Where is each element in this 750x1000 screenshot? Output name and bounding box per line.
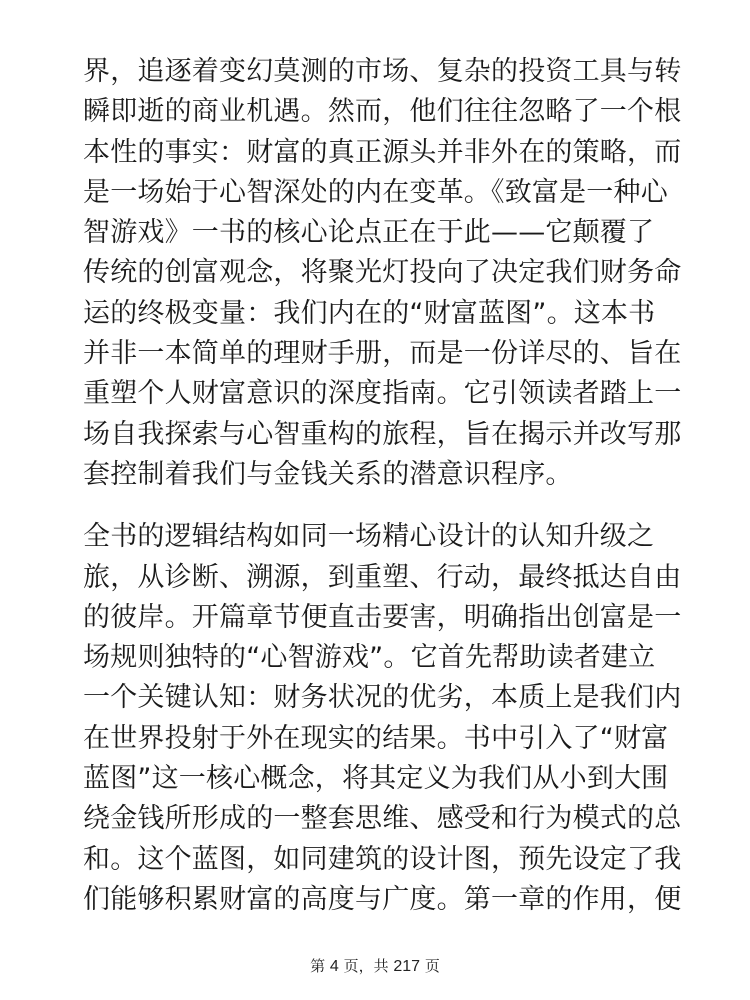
text-line: 界，追逐着变幻莫测的市场、复杂的投资工具与转 <box>83 56 682 87</box>
text-line: 重塑个人财富意识的深度指南。它引领读者踏上一 <box>83 378 682 410</box>
text-line: 绕金钱所形成的一整套思维、感受和行为模式的总 <box>83 803 682 835</box>
text-line: 旅，从诊断、溯源，到重塑、行动，最终抵达自由 <box>83 561 682 593</box>
paragraph-1 <box>83 52 682 495</box>
paragraph-spacer <box>83 495 673 517</box>
footer-suffix: 页 <box>420 957 440 975</box>
paragraph-2 <box>83 517 682 920</box>
text-line: 是一场始于心智深处的内在变革。《致富是一种心 <box>83 176 668 208</box>
text-line: 套控制着我们与金钱关系的潜意识程序。 <box>83 458 573 490</box>
text-line: 场自我探索与心智重构的旅程，旨在揭示并改写那 <box>83 418 682 450</box>
footer-middle: 页，共 <box>338 957 394 975</box>
text-line: 瞬即逝的商业机遇。然而，他们往往忽略了一个根 <box>83 96 682 128</box>
text-line: 一个关键认知：财务状况的优劣，本质上是我们内 <box>83 682 682 714</box>
total-pages-number: 217 <box>393 958 421 975</box>
text-line: 场规则独特的“心智游戏”。它首先帮助读者建立 <box>83 642 656 674</box>
text-line: 们能够积累财富的高度与广度。第一章的作用，便 <box>83 883 682 915</box>
text-line: 并非一本简单的理财手册，而是一份详尽的、旨在 <box>83 338 682 370</box>
text-line: 本性的事实：财富的真正源头并非外在的策略，而 <box>83 136 682 168</box>
text-line: 运的终极变量：我们内在的“财富蓝图”。这本书 <box>83 297 656 329</box>
text-line: 和。这个蓝图，如同建筑的设计图，预先设定了我 <box>83 843 682 875</box>
page-footer <box>0 955 750 976</box>
text-line: 蓝图”这一核心概念，将其定义为我们从小到大围 <box>83 763 669 795</box>
footer-prefix: 第 <box>310 957 330 975</box>
current-page-number: 4 <box>329 958 339 975</box>
body-text <box>83 52 682 920</box>
text-line: 的彼岸。开篇章节便直击要害，明确指出创富是一 <box>83 601 682 633</box>
text-line: 全书的逻辑结构如同一场精心设计的认知升级之 <box>83 521 655 553</box>
text-line: 智游戏》一书的核心论点正在于此——它颠覆了 <box>83 217 655 249</box>
text-line: 传统的创富观念，将聚光灯投向了决定我们财务命 <box>83 257 682 289</box>
text-line: 在世界投射于外在现实的结果。书中引入了“财富 <box>83 722 669 754</box>
